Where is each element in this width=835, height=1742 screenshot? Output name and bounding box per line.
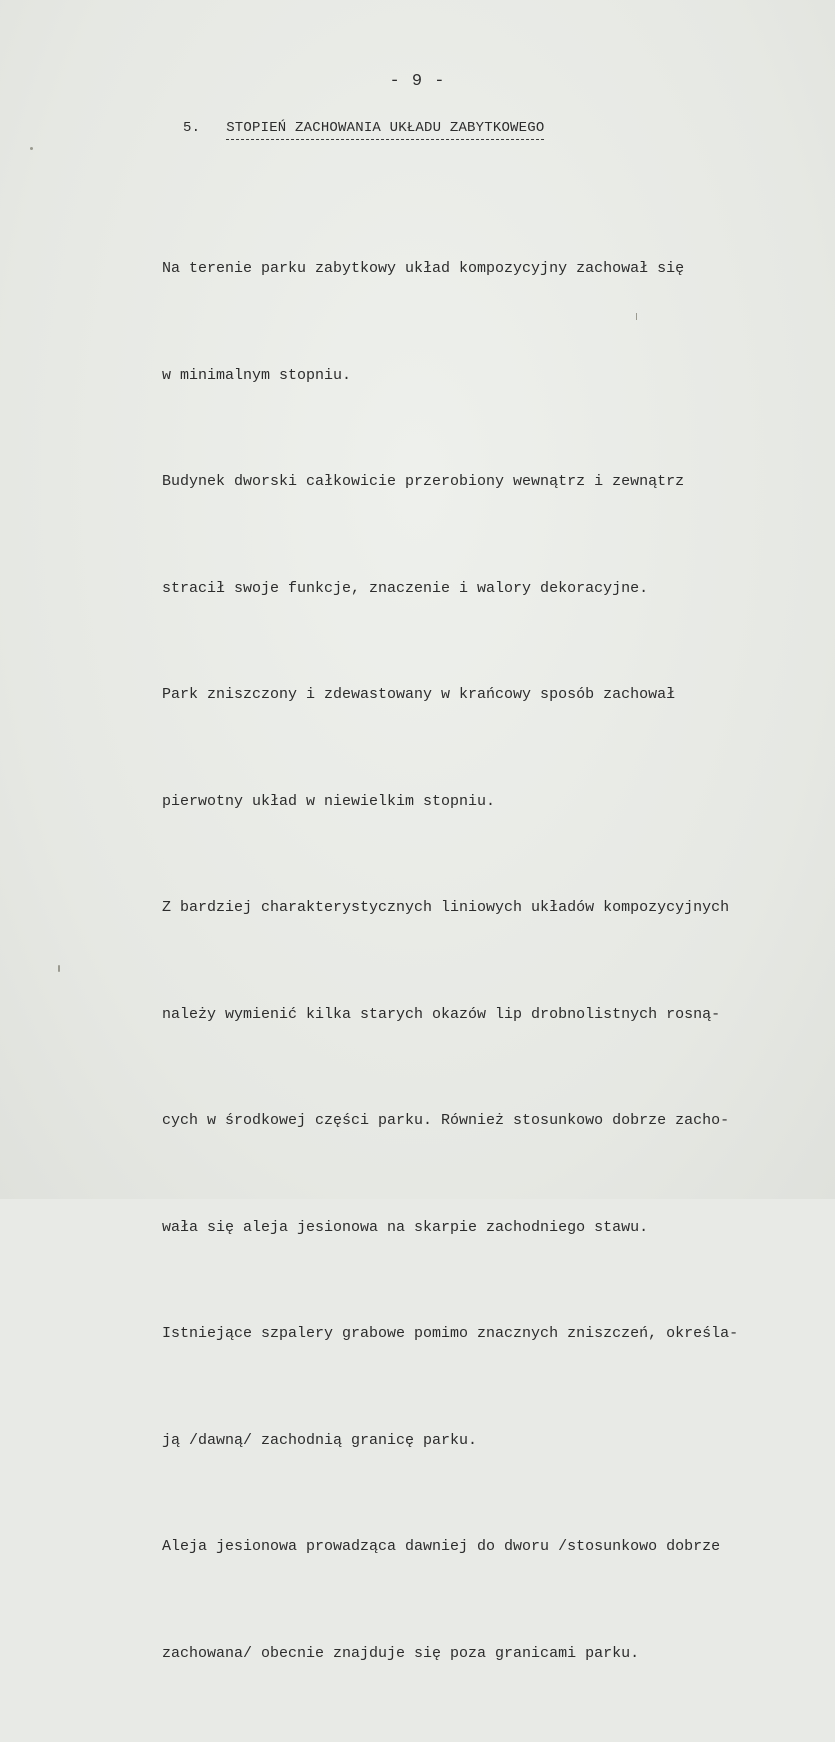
text-line: ją /dawną/ zachodnią granicę parku.	[162, 1431, 478, 1449]
text-line: Park zniszczony i zdewastowany w krańcowy sposób zachował	[162, 686, 676, 703]
text-line: wała się aleja jesionowa na skarpie zachodniego stawu.	[162, 1218, 649, 1236]
text-line: Aleja jesionowa prowadząca dawniej do dworu /stosunkowo dobrze	[162, 1538, 721, 1555]
page-number: - 9 -	[389, 72, 446, 91]
section-title: STOPIEŃ ZACHOWANIA UKŁADU ZABYTKOWEGO	[226, 120, 545, 136]
text-line: Z bardziej charakterystycznych liniowych układów kompozycyjnych	[162, 899, 730, 916]
section-heading	[183, 120, 544, 140]
text-line: pierwotny układ w niewielkim stopniu.	[162, 792, 496, 810]
text-line: w minimalnym stopniu.	[162, 366, 352, 384]
section-title-wrap	[226, 120, 544, 140]
paper-speck	[636, 313, 637, 320]
body-text	[162, 180, 827, 1742]
section-number: 5.	[183, 120, 201, 136]
text-line: Istniejące szpalery grabowe pomimo znacznych zniszczeń, określa-	[162, 1325, 739, 1342]
text-line: cych w środkowej części parku. Również stosunkowo dobrze zacho-	[162, 1112, 730, 1129]
text-line: zachowana/ obecnie znajduje się poza granicami parku.	[162, 1644, 640, 1662]
text-line: Budynek dworski całkowicie przerobiony wewnątrz i zewnątrz	[162, 473, 685, 490]
title-underline	[226, 139, 544, 140]
text-line: Na terenie parku zabytkowy układ kompozycyjny zachował się	[162, 260, 685, 277]
paper-speck	[30, 147, 33, 150]
text-line: stracił swoje funkcje, znaczenie i walory dekoracyjne.	[162, 579, 649, 597]
paper-speck	[58, 965, 60, 972]
text-line: należy wymienić kilka starych okazów lip drobnolistnych rosną-	[162, 1005, 721, 1023]
